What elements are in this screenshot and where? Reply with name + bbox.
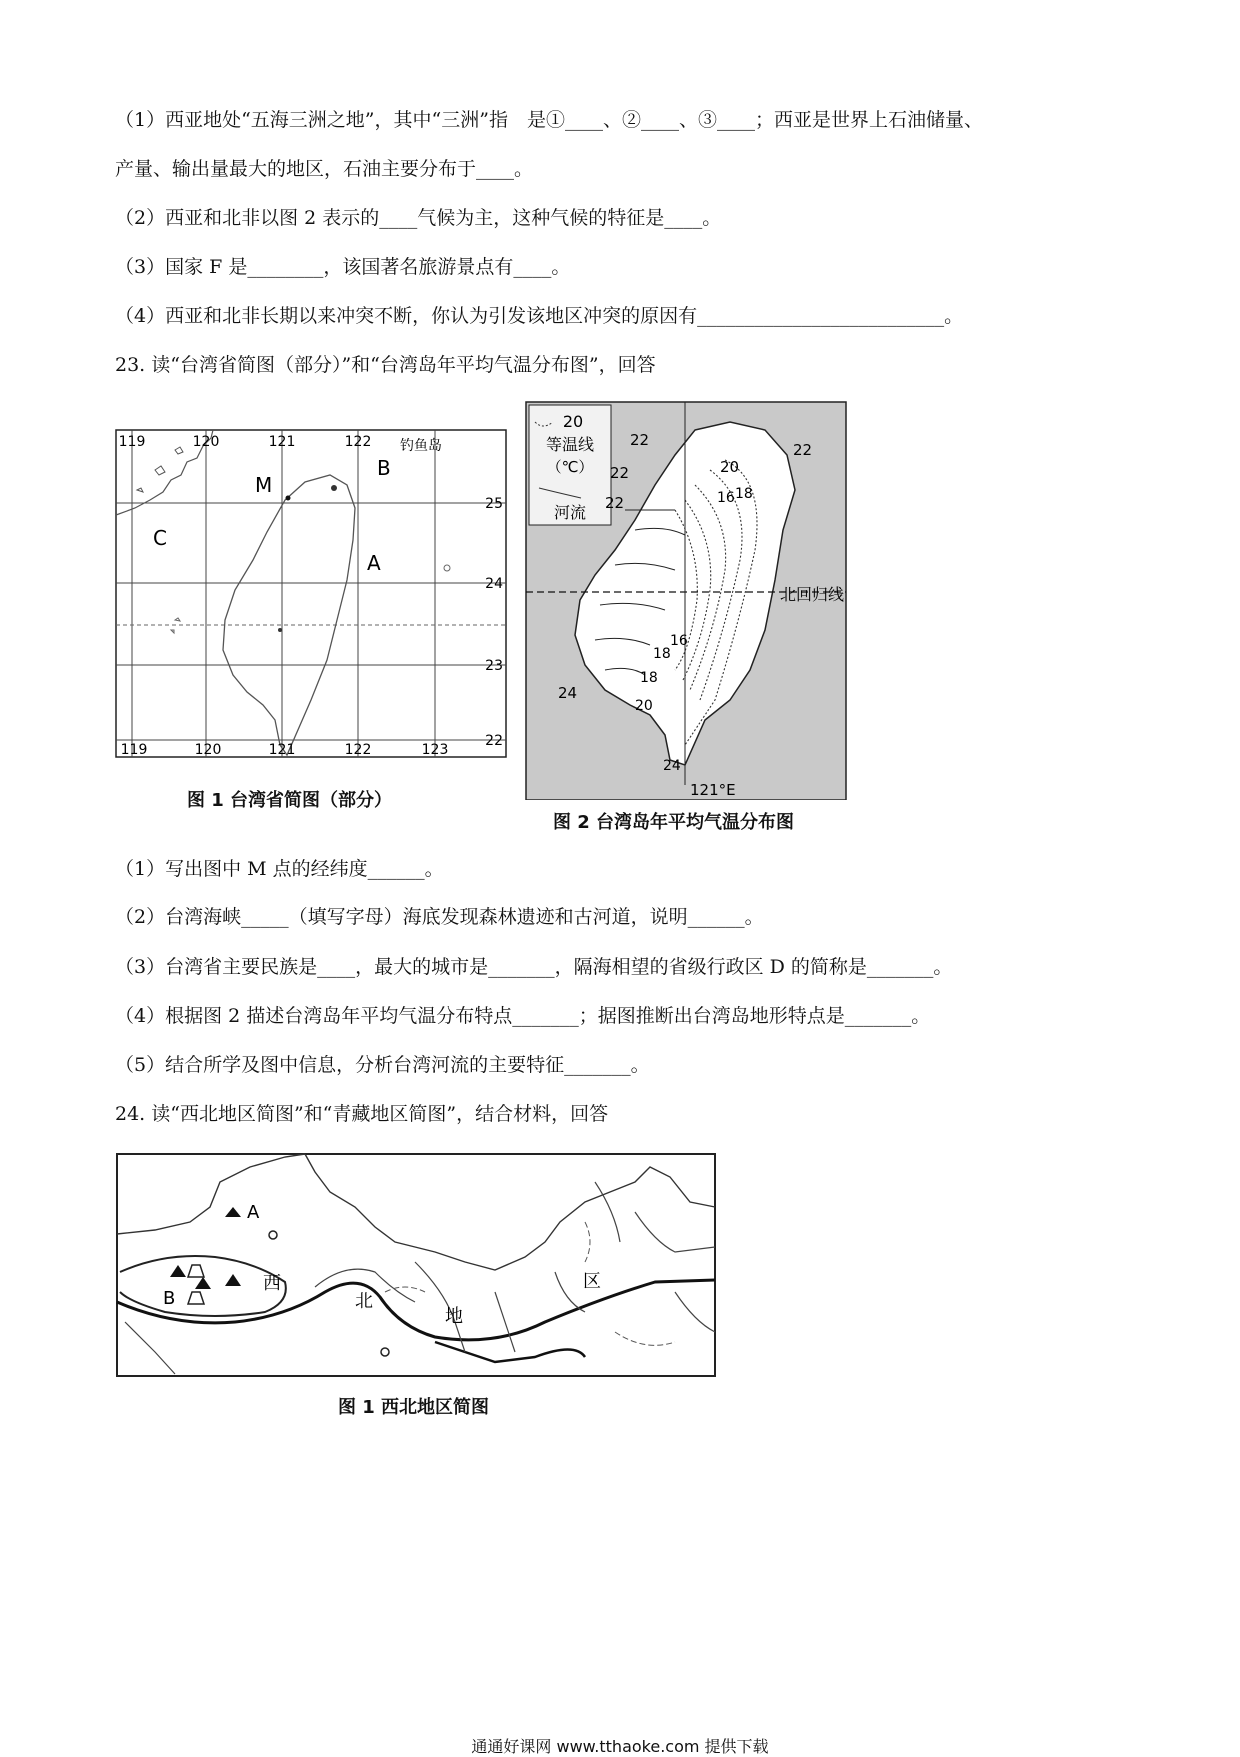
- lat-label: 23: [485, 658, 503, 674]
- isotherm-label: 18: [653, 646, 671, 662]
- q22-part3: （3）国家 F 是________，该国著名旅游景点有____。: [115, 256, 571, 278]
- lat-label: 22: [485, 733, 503, 749]
- region-label-b: B: [163, 1288, 176, 1309]
- isotherm-label: 20: [720, 458, 740, 476]
- lon-label-top: 119: [118, 434, 146, 450]
- q23-title: 23. 读“台湾省简图（部分）”和“台湾岛年平均气温分布图”，回答: [115, 354, 656, 376]
- island-label: 钓鱼岛: [400, 438, 442, 454]
- region-char-1: 西: [263, 1273, 281, 1294]
- lon-label-bottom: 119: [120, 742, 148, 758]
- isotherm-label: 22: [610, 464, 630, 482]
- taiwan-map-figure: [115, 420, 510, 770]
- legend-isotherm-value: 20: [562, 412, 584, 431]
- region-char-3: 地: [445, 1306, 463, 1327]
- isotherm-label: 20: [635, 698, 653, 714]
- legend-river: 河流: [553, 503, 587, 522]
- meridian-label: 121°E: [690, 781, 736, 799]
- q24-title: 24. 读“西北地区简图”和“青藏地区简图”，结合材料，回答: [115, 1103, 609, 1125]
- q23-part3: （3）台湾省主要民族是____，最大的城市是_______，隔海相望的省级行政区 D 的简称是_______。: [115, 956, 953, 978]
- isotherm-label: 18: [640, 670, 658, 686]
- lat-label: 24: [485, 576, 503, 592]
- lon-label-top: 120: [192, 434, 220, 450]
- isotherm-label: 22: [605, 494, 625, 512]
- isotherm-label: 16: [670, 633, 688, 649]
- region-char-2: 北: [355, 1291, 373, 1312]
- tropic-label: 北回归线: [780, 585, 845, 604]
- legend-unit: （℃）: [546, 458, 594, 476]
- q22-part1-line1: （1）西亚地处“五海三洲之地”，其中“三洲”指 是①____、②____、③____；西亚是世界上石油储量、: [115, 109, 983, 131]
- q22-part2: （2）西亚和北非以图 2 表示的____气候为主，这种气候的特征是____。: [115, 207, 722, 229]
- isotherm-label: 24: [558, 684, 578, 702]
- northwest-map-figure: [115, 1152, 720, 1382]
- lon-label-bottom: 122: [344, 742, 372, 758]
- q23-part2: （2）台湾海峡_____（填写字母）海底发现森林遗迹和古河道，说明______。: [115, 906, 764, 928]
- point-label-c: C: [153, 526, 167, 550]
- point-label-a: A: [367, 551, 381, 575]
- lon-label-top: 122: [344, 434, 372, 450]
- figure-northwest-caption: 图 1 西北地区简图: [338, 1397, 490, 1418]
- isotherm-label: 22: [793, 441, 813, 459]
- figure1-caption: 图 1 台湾省简图（部分）: [187, 790, 393, 811]
- q23-part4: （4）根据图 2 描述台湾岛年平均气温分布特点_______；据图推断出台湾岛地形特点是_______。: [115, 1005, 931, 1027]
- temperature-map-figure: [525, 400, 850, 800]
- lon-label-bottom: 121: [268, 742, 296, 758]
- isotherm-label: 22: [630, 431, 650, 449]
- region-char-4: 区: [583, 1271, 601, 1292]
- isotherm-label: 18: [735, 486, 753, 502]
- footer-source: 通通好课网 www.tthaoke.com 提供下载: [471, 1737, 769, 1756]
- region-label-a: A: [247, 1202, 260, 1223]
- point-label-m: M: [255, 473, 273, 497]
- lon-label-bottom: 123: [421, 742, 449, 758]
- figure2-caption: 图 2 台湾岛年平均气温分布图: [553, 812, 795, 833]
- q22-part1-line2: 产量、输出量最大的地区，石油主要分布于____。: [115, 158, 534, 180]
- q23-part1: （1）写出图中 M 点的经纬度______。: [115, 858, 444, 880]
- lon-label-top: 121: [268, 434, 296, 450]
- q23-part5: （5）结合所学及图中信息，分析台湾河流的主要特征_______。: [115, 1054, 650, 1076]
- isotherm-label: 24: [663, 758, 681, 774]
- q22-part4: （4）西亚和北非长期以来冲突不断，你认为引发该地区冲突的原因有__________________________。: [115, 305, 964, 327]
- point-label-b: B: [377, 456, 391, 480]
- isotherm-label: 16: [717, 490, 735, 506]
- lat-label: 25: [485, 496, 503, 512]
- lon-label-bottom: 120: [194, 742, 222, 758]
- legend-isotherm: 等温线: [545, 435, 595, 454]
